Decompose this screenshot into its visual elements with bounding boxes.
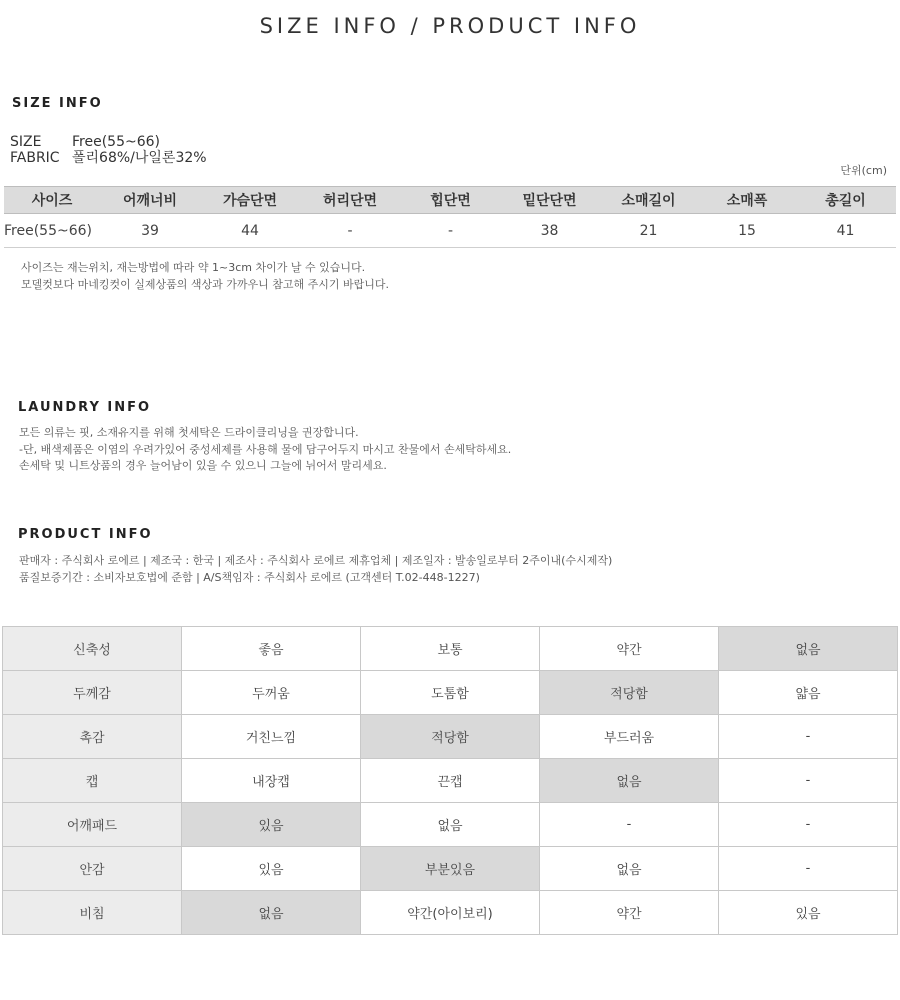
laundry-note-line: -단, 배색제품은 이염의 우려가있어 중성세제를 사용해 물에 담구어두지 마시고 찬물에서 손세탁하세요. [19,442,512,456]
fabric-grid-selected-option: 없음 [540,759,719,803]
fabric-grid-option: 끈캡 [361,759,540,803]
fabric-grid-row [3,847,898,891]
size-table-cell: 15 [699,214,795,248]
fabric-grid-option: - [719,715,898,759]
fabric-grid-option: 거친느낌 [182,715,361,759]
size-table-header: 허리단면 [300,187,400,214]
size-notes [21,260,389,293]
size-spec-row [10,134,207,150]
size-table [4,186,896,248]
fabric-grid-option: 두꺼움 [182,671,361,715]
size-table-cell: - [300,214,400,248]
fabric-grid-option: - [719,847,898,891]
page-title: SIZE INFO / PRODUCT INFO [259,14,641,38]
size-value: Free(55~66) [72,134,160,150]
size-table-cell: 39 [100,214,200,248]
fabric-grid-option: 없음 [540,847,719,891]
fabric-grid-option: - [719,759,898,803]
fabric-value: 폴리68%/나일론32% [72,150,207,166]
fabric-grid-row [3,671,898,715]
laundry-notes [19,425,511,475]
fabric-grid-row [3,891,898,935]
size-info-heading: SIZE INFO [12,96,103,111]
fabric-grid-option: 도톰함 [361,671,540,715]
product-info-heading: PRODUCT INFO [18,527,153,542]
size-table-cell: 38 [501,214,598,248]
size-table-cell: 41 [795,214,896,248]
fabric-grid-selected-option: 없음 [182,891,361,935]
fabric-grid-row [3,627,898,671]
fabric-grid-option: 좋음 [182,627,361,671]
size-table-header: 가슴단면 [200,187,300,214]
size-table-cell: 21 [598,214,699,248]
size-table-cell: - [400,214,501,248]
fabric-grid-row-label: 비침 [3,891,182,935]
product-note-line: 판매자 : 주식회사 로에르 | 제조국 : 한국 | 제조사 : 주식회사 로에르 제휴업체 | 제조일자 : 발송일로부터 2주이내(수시제작) [19,554,613,567]
laundry-info-heading: LAUNDRY INFO [18,400,152,415]
size-table-header: 소매길이 [598,187,699,214]
fabric-properties-grid [2,626,898,935]
size-label: SIZE [10,134,42,150]
size-table-header: 사이즈 [4,187,100,214]
fabric-grid-option: 약간 [540,627,719,671]
fabric-grid-option: 보통 [361,627,540,671]
fabric-grid-selected-option: 부분있음 [361,847,540,891]
fabric-label: FABRIC [10,150,60,166]
laundry-note-line: 손세탁 및 니트상품의 경우 늘어남이 있을 수 있으니 그늘에 뉘어서 말리세요. [19,459,387,472]
fabric-grid-option: 약간(아이보리) [361,891,540,935]
fabric-grid-option: 얇음 [719,671,898,715]
fabric-grid-option: 있음 [719,891,898,935]
fabric-grid-row [3,715,898,759]
fabric-grid-selected-option: 있음 [182,803,361,847]
unit-note: 단위(cm) [840,164,887,177]
laundry-note-line: 모든 의류는 핏, 소재유지를 위해 첫세탁은 드라이클리닝을 권장합니다. [19,426,359,439]
fabric-grid-option: - [540,803,719,847]
fabric-grid-row [3,759,898,803]
fabric-grid-row-label: 캡 [3,759,182,803]
fabric-grid-option: 없음 [361,803,540,847]
size-table-cell: Free(55~66) [4,214,100,248]
fabric-grid-row-label: 두께감 [3,671,182,715]
size-table-cell: 44 [200,214,300,248]
fabric-grid-row-label: 어깨패드 [3,803,182,847]
fabric-spec-row [10,150,207,166]
fabric-grid-option: 있음 [182,847,361,891]
size-table-header: 어깨너비 [100,187,200,214]
size-table-header-row [4,187,896,214]
size-table-header: 소매폭 [699,187,795,214]
size-table-header: 총길이 [795,187,896,214]
fabric-grid-selected-option: 적당함 [361,715,540,759]
fabric-grid-option: 내장캡 [182,759,361,803]
fabric-grid-row-label: 안감 [3,847,182,891]
fabric-grid-row [3,803,898,847]
fabric-grid-option: - [719,803,898,847]
size-table-header: 힙단면 [400,187,501,214]
size-table-header: 밑단단면 [501,187,598,214]
size-note-line: 사이즈는 재는위치, 재는방법에 따라 약 1~3cm 차이가 날 수 있습니다. [21,261,366,274]
spec-block [10,134,207,166]
fabric-grid-option: 부드러움 [540,715,719,759]
fabric-grid-selected-option: 없음 [719,627,898,671]
size-note-line: 모델컷보다 마네킹컷이 실제상품의 색상과 가까우니 참고해 주시기 바랍니다. [21,277,390,291]
product-notes [19,553,612,586]
product-note-line: 품질보증기간 : 소비자보호법에 준함 | A/S책임자 : 주식회사 로에르 (고객센터 T.02-448-1227) [19,570,480,584]
fabric-grid-selected-option: 적당함 [540,671,719,715]
fabric-grid-option: 약간 [540,891,719,935]
fabric-grid-row-label: 촉감 [3,715,182,759]
fabric-grid-row-label: 신축성 [3,627,182,671]
table-row [4,214,896,248]
